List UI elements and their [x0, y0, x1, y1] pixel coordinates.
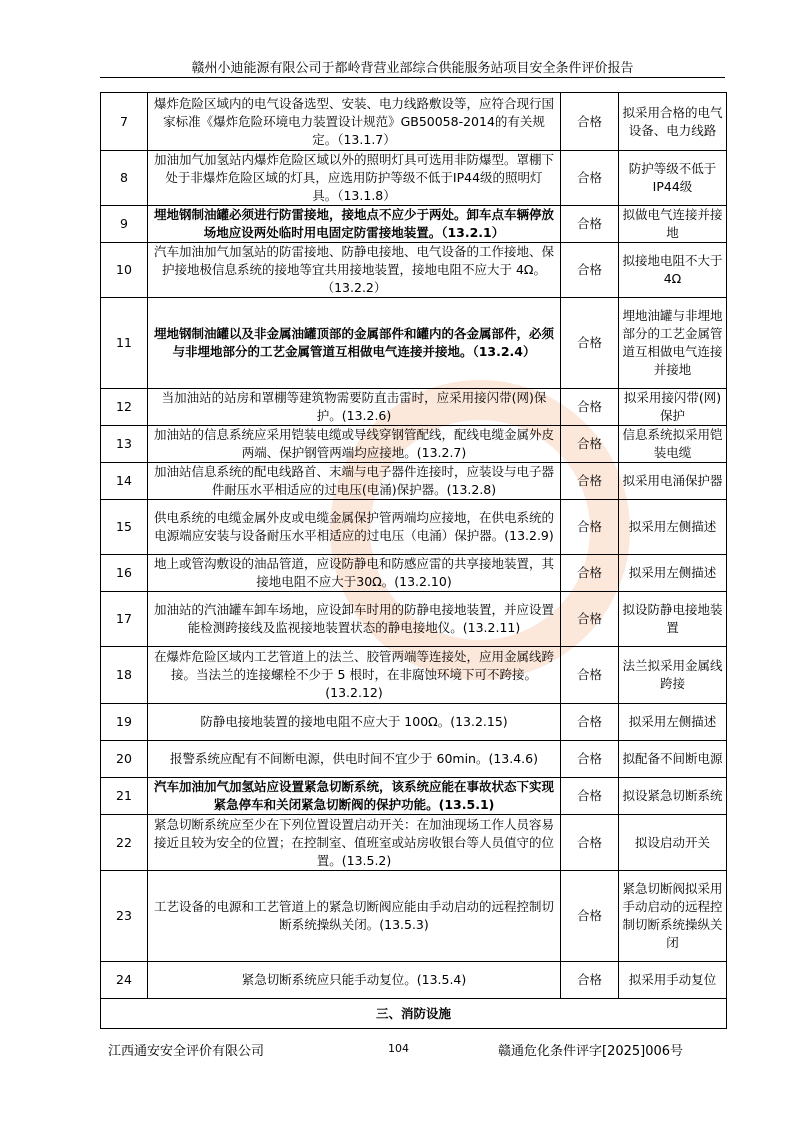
requirement-text: 加油站的汽油罐车卸车场地，应设卸车时用的防静电接地装置，并应设置能检测跨接线及监视接地装置状态的静电接地仪。(13.2.11)	[148, 592, 561, 647]
measure-cell: 拟设紧急切断系统	[619, 778, 727, 815]
result-cell: 合格	[561, 647, 619, 704]
measure-cell: 信息系统拟采用铠装电缆	[619, 426, 727, 463]
row-number: 17	[101, 592, 148, 647]
requirement-text: 在爆炸危险区域内工艺管道上的法兰、胶管两端等连接处，应用金属线跨接。当法兰的连接螺栓不少于 5 根时，在非腐蚀环境下可不跨接。(13.2.12)	[148, 647, 561, 704]
result-cell: 合格	[561, 243, 619, 298]
result-cell: 合格	[561, 298, 619, 389]
row-number: 18	[101, 647, 148, 704]
table-row	[101, 463, 727, 500]
measure-cell: 法兰拟采用金属线跨接	[619, 647, 727, 704]
measure-cell: 拟配备不间断电源	[619, 741, 727, 778]
result-cell: 合格	[561, 463, 619, 500]
table-row	[101, 243, 727, 298]
measure-cell: 拟接地电阻不大于 4Ω	[619, 243, 727, 298]
requirement-text: 汽车加油加气加氢站应设置紧急切断系统，该系统应能在事故状态下实现紧急停车和关闭紧急切断阀的保护功能。(13.5.1)	[148, 778, 561, 815]
row-number: 12	[101, 389, 148, 426]
requirement-text: 防静电接地装置的接地电阻不应大于 100Ω。(13.2.15)	[148, 704, 561, 741]
requirement-text: 供电系统的电缆金属外皮或电缆金属保护管两端均应接地，在供电系统的电源端应安装与设备耐压水平相适应的过电压（电涌）保护器。(13.2.9)	[148, 500, 561, 555]
row-number: 16	[101, 555, 148, 592]
footer-company: 江西通安安全评价有限公司	[108, 1044, 265, 1059]
requirement-text: 紧急切断系统应只能手动复位。(13.5.4)	[148, 962, 561, 999]
evaluation-table	[100, 92, 727, 1029]
requirement-text: 埋地钢制油罐必须进行防雷接地，接地点不应少于两处。卸车点车辆停放场地应设两处临时用电固定防雷接地装置。（13.2.1）	[148, 206, 561, 243]
table-row	[101, 151, 727, 206]
result-cell: 合格	[561, 555, 619, 592]
table-row	[101, 426, 727, 463]
row-number: 19	[101, 704, 148, 741]
requirement-text: 报警系统应配有不间断电源，供电时间不宜少于 60min。(13.4.6)	[148, 741, 561, 778]
table-row	[101, 206, 727, 243]
requirement-text: 汽车加油加气加氢站的防雷接地、防静电接地、电气设备的工作接地、保护接地极信息系统的接地等宜共用接地装置，接地电阻不应大于 4Ω。（13.2.2）	[148, 243, 561, 298]
result-cell: 合格	[561, 592, 619, 647]
row-number: 24	[101, 962, 148, 999]
table-row	[101, 778, 727, 815]
requirement-text: 加油站的信息系统应采用铠装电缆或导线穿钢管配线，配线电缆金属外皮两端、保护钢管两端均应接地。(13.2.7)	[148, 426, 561, 463]
row-number: 9	[101, 206, 148, 243]
result-cell: 合格	[561, 741, 619, 778]
measure-cell: 紧急切断阀拟采用手动启动的远程控制切断系统操纵关闭	[619, 871, 727, 962]
row-number: 11	[101, 298, 148, 389]
row-number: 8	[101, 151, 148, 206]
row-number: 20	[101, 741, 148, 778]
result-cell: 合格	[561, 704, 619, 741]
measure-cell: 拟设防静电接地装置	[619, 592, 727, 647]
table-row	[101, 93, 727, 151]
table-row	[101, 704, 727, 741]
table-row	[101, 500, 727, 555]
requirement-text: 加油站信息系统的配电线路首、末端与电子器件连接时，应装设与电子器件耐压水平相适应的过电压(电涌)保护器。(13.2.8)	[148, 463, 561, 500]
result-cell: 合格	[561, 962, 619, 999]
result-cell: 合格	[561, 815, 619, 871]
requirement-text: 加油加气加氢站内爆炸危险区域以外的照明灯具可选用非防爆型。罩棚下处于非爆炸危险区域的灯具，应选用防护等级不低于IP44级的照明灯具。（13.1.8）	[148, 151, 561, 206]
row-number: 21	[101, 778, 148, 815]
table-row	[101, 815, 727, 871]
section-row	[101, 999, 727, 1029]
table-row	[101, 741, 727, 778]
measure-cell: 拟设启动开关	[619, 815, 727, 871]
requirement-text: 工艺设备的电源和工艺管道上的紧急切断阀应能由手动启动的远程控制切断系统操纵关闭。(13.5.3)	[148, 871, 561, 962]
measure-cell: 拟采用电涌保护器	[619, 463, 727, 500]
requirement-text: 埋地钢制油罐以及非金属油罐顶部的金属部件和罐内的各金属部件，必须与非埋地部分的工艺金属管道互相做电气连接并接地。（13.2.4）	[148, 298, 561, 389]
measure-cell: 拟采用合格的电气设备、电力线路	[619, 93, 727, 151]
result-cell: 合格	[561, 389, 619, 426]
row-number: 15	[101, 500, 148, 555]
table-row	[101, 962, 727, 999]
result-cell: 合格	[561, 500, 619, 555]
table-row	[101, 592, 727, 647]
measure-cell: 拟采用左侧描述	[619, 704, 727, 741]
table-row	[101, 647, 727, 704]
section-heading: 三、消防设施	[101, 999, 727, 1029]
requirement-text: 爆炸危险区域内的电气设备选型、安装、电力线路敷设等，应符合现行国家标准《爆炸危险环境电力装置设计规范》GB50058-2014的有关规定。（13.1.7）	[148, 93, 561, 151]
footer-report-code: 赣通危化条件评字[2025]006号	[498, 1044, 684, 1059]
table-row	[101, 389, 727, 426]
measure-cell: 拟采用手动复位	[619, 962, 727, 999]
result-cell: 合格	[561, 151, 619, 206]
table-row	[101, 871, 727, 962]
row-number: 7	[101, 93, 148, 151]
row-number: 13	[101, 426, 148, 463]
requirement-text: 当加油站的站房和罩棚等建筑物需要防直击雷时，应采用接闪带(网)保护。(13.2.6)	[148, 389, 561, 426]
row-number: 22	[101, 815, 148, 871]
result-cell: 合格	[561, 93, 619, 151]
table-row	[101, 298, 727, 389]
result-cell: 合格	[561, 206, 619, 243]
result-cell: 合格	[561, 778, 619, 815]
page-number: 104	[388, 1042, 409, 1055]
header-divider	[100, 77, 725, 78]
result-cell: 合格	[561, 426, 619, 463]
table-row	[101, 555, 727, 592]
result-cell: 合格	[561, 871, 619, 962]
measure-cell: 拟采用接闪带(网)保护	[619, 389, 727, 426]
measure-cell: 埋地油罐与非埋地部分的工艺金属管道互相做电气连接并接地	[619, 298, 727, 389]
requirement-text: 地上或管沟敷设的油品管道，应设防静电和防感应雷的共享接地装置，其接地电阻不应大于30Ω。(13.2.10)	[148, 555, 561, 592]
measure-cell: 拟采用左侧描述	[619, 555, 727, 592]
requirement-text: 紧急切断系统应至少在下列位置设置启动开关：在加油现场工作人员容易接近且较为安全的位置；在控制室、值班室或站房收银台等人员值守的位置。(13.5.2)	[148, 815, 561, 871]
row-number: 10	[101, 243, 148, 298]
measure-cell: 拟采用左侧描述	[619, 500, 727, 555]
measure-cell: 防护等级不低于 IP44级	[619, 151, 727, 206]
row-number: 14	[101, 463, 148, 500]
page-header-title: 赣州小迪能源有限公司于都岭背营业部综合供能服务站项目安全条件评价报告	[191, 61, 634, 76]
row-number: 23	[101, 871, 148, 962]
measure-cell: 拟做电气连接并接地	[619, 206, 727, 243]
